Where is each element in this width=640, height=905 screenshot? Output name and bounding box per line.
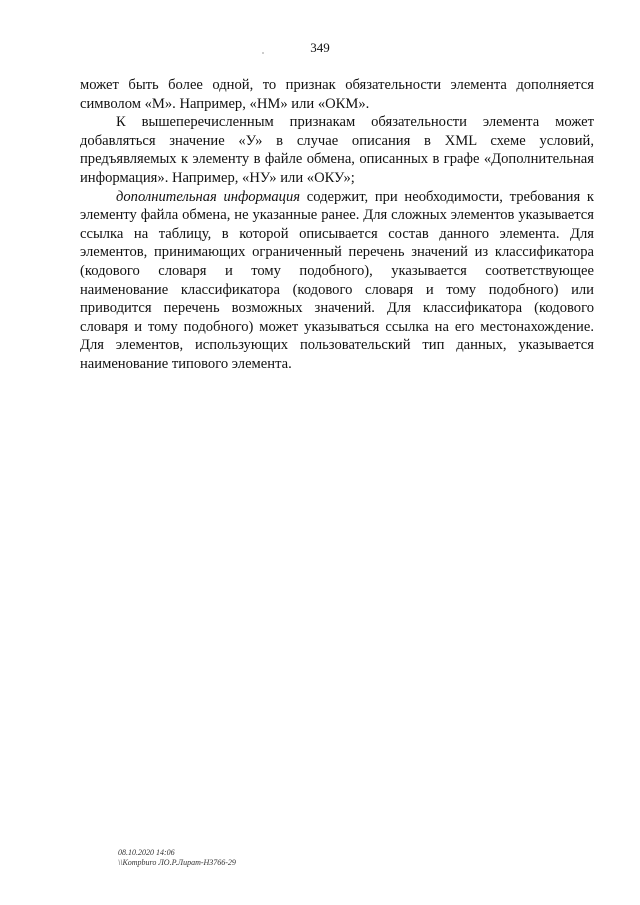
scan-artifact [262,52,264,54]
paragraph-continuation: может быть более одной, то признак обязательности элемента дополняется символом «М». Например, «НМ» или «ОКМ». [80,77,594,112]
print-stamp [118,848,236,868]
body-text [80,76,594,374]
stamp-code: \\Kompburo ЛО.Р.Лират-НЗ766-29 [118,858,236,867]
paragraph-additional-info [80,188,594,374]
stamp-date: 08.10.2020 14:06 [118,848,175,857]
definition-text: содержит, при необходимости, требования к элементу файла обмена, не указанные ранее. Для сложных элементов указывается ссылка на таблицу, в которой описывается состав данного элемента. Для элементов, принимающих ограниченный перечень значений из классификатора (кодового словаря и тому подобного), указывается соответствующее наименование классификатора (кодового словаря и тому подобного) или приводится перечень возможных значений. Для классификатора (кодового словаря и тому подобного) может указываться ссылка на его местонахождение. Для элементов, использующих пользовательский тип данных, указывается наименование типового элемента. [80,188,594,372]
page-number: 349 [310,40,330,55]
definition-term: дополнительная информация [116,188,301,205]
paragraph-mandatory-flag: К вышеперечисленным признакам обязательности элемента может добавляться значение «У» в случае описания в XML схеме условий, предъявляемых к элементу в файле обмена, описанных в графе «Дополнительная информация». Например, «НУ» или «ОКУ»; [80,114,594,186]
